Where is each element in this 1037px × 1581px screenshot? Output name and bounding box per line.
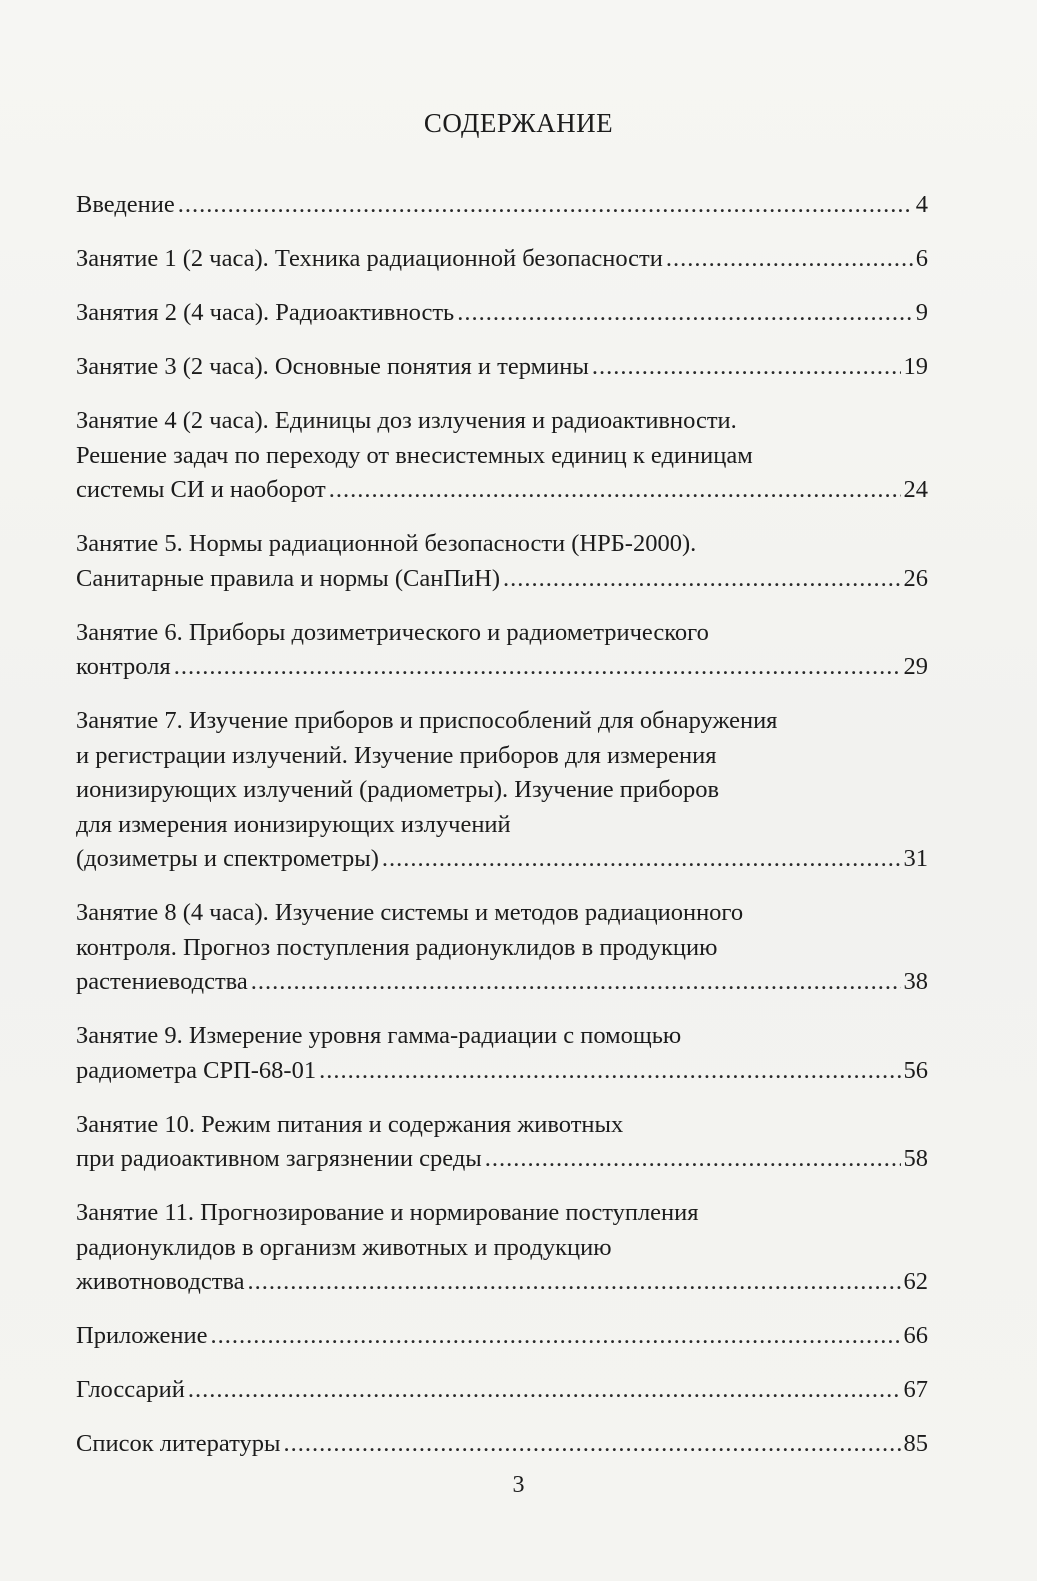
toc-entry-line: ионизирующих излучений (радиометры). Изучение приборов [76,776,720,803]
toc-entry-final-line [76,350,928,385]
toc-entry-title: Список литературы [76,1430,281,1457]
toc-entry [76,188,928,223]
toc-entry-final-line [76,1142,928,1177]
dot-leader [178,188,913,223]
toc-entry-page-number: 4 [915,191,928,218]
toc-entry-title: контроля [76,653,171,680]
toc-entry-title: животноводства [76,1268,245,1295]
dot-leader [503,562,901,597]
toc-entry-line: Занятие 9. Измерение уровня гамма-радиации с помощью [76,1022,682,1049]
toc-entry-final-line [76,562,928,597]
toc-entry-page-number: 6 [915,245,928,272]
toc-entry [76,1373,928,1408]
page-number: 3 [512,1472,525,1498]
toc-entry-final-line [76,842,928,877]
toc-entry-title: (дозиметры и спектрометры) [76,845,379,872]
dot-leader [457,296,913,331]
toc-entry [76,1319,928,1354]
toc-entry-title: системы СИ и наоборот [76,476,326,503]
toc-entry-final-line [76,1427,928,1462]
toc-entry-page-number: 19 [903,353,928,380]
toc-entry-title: Приложение [76,1322,208,1349]
toc-entry-page-number: 58 [903,1145,928,1172]
toc-entry-final-line [76,1054,928,1089]
toc-entry-page-number: 24 [903,476,928,503]
toc-entry-page-number: 62 [903,1268,928,1295]
toc-entry [76,1196,928,1300]
toc-entry-page-number: 56 [903,1056,928,1084]
toc-entry-final-line [76,1265,928,1300]
toc-entry-title: Занятие 3 (2 часа). Основные понятия и термины [76,353,589,380]
toc-entry [76,896,928,1000]
toc-entry-line: для измерения ионизирующих излучений [76,810,511,838]
toc-entry-page-number: 26 [903,564,928,592]
toc-entry [76,1427,928,1462]
toc-entry-line: и регистрации излучений. Изучение приборов для измерения [76,741,717,769]
toc-entry-line: Занятие 5. Нормы радиационной безопасности (НРБ-2000). [76,530,697,557]
toc-entry [76,704,928,877]
toc-entry-final-line [76,1373,928,1408]
dot-leader [329,473,901,508]
toc-entry-title: растениеводства [76,968,248,995]
toc-entry-page-number: 9 [915,299,928,326]
toc-entry-title: радиометра СРП-68-01 [76,1056,317,1084]
toc-entry [76,527,928,596]
toc-entry-line: Занятие 10. Режим питания и содержания животных [76,1110,624,1138]
toc-entry-line: Занятие 8 (4 часа). Изучение системы и методов радиационного [76,899,744,926]
toc-entry [76,1019,928,1088]
toc-entry-page-number: 29 [903,653,928,680]
toc-entry-final-line [76,1319,928,1354]
toc-entry [76,616,928,685]
toc-entry [76,1108,928,1177]
dot-leader [283,1427,900,1462]
dot-leader [666,242,913,277]
toc-entry-line: радионуклидов в организм животных и продукцию [76,1233,612,1261]
toc-entry-line: Решение задач по переходу от внесистемных единиц к единицам [76,441,753,469]
toc-entry [76,350,928,385]
toc-entry-final-line [76,650,928,685]
toc-entry-title: Глоссарий [76,1376,185,1403]
toc-entry-page-number: 67 [903,1376,928,1403]
dot-leader [174,650,901,685]
toc-entry-page-number: 38 [903,968,928,995]
dot-leader [251,965,901,1000]
toc-entry-final-line [76,242,928,277]
toc-entry-page-number: 31 [903,845,928,872]
toc-entry-final-line [76,296,928,331]
toc-entry-page-number: 66 [903,1322,928,1349]
toc-entry-title: Занятия 2 (4 часа). Радиоактивность [76,299,455,326]
toc-entry-title: при радиоактивном загрязнении среды [76,1145,482,1172]
toc-entry-line: Занятие 4 (2 часа). Единицы доз излучения и радиоактивности. [76,407,737,434]
dot-leader [248,1265,901,1300]
toc-entry-page-number: 85 [903,1430,928,1457]
dot-leader [485,1142,901,1177]
toc-entry-title: Введение [76,191,175,218]
toc-entry-final-line [76,965,928,1000]
dot-leader [188,1373,901,1408]
toc-entry [76,296,928,331]
toc-entry-final-line [76,473,928,508]
toc-entry-title: Занятие 1 (2 часа). Техника радиационной безопасности [76,245,663,272]
dot-leader [592,350,901,385]
page-title: СОДЕРЖАНИЕ [423,108,614,138]
toc-entry-line: контроля. Прогноз поступления радионуклидов в продукцию [76,933,718,961]
toc-entry-line: Занятие 6. Приборы дозиметрического и радиометрического [76,618,709,646]
toc-entry-line: Занятие 11. Прогнозирование и нормирование поступления [76,1199,699,1226]
dot-leader [382,842,901,877]
toc-entry-final-line [76,188,928,223]
toc-entry-title: Санитарные правила и нормы (СанПиН) [76,564,500,592]
table-of-contents [76,188,928,1481]
dot-leader [319,1054,900,1089]
toc-entry [76,242,928,277]
dot-leader [211,1319,901,1354]
toc-entry [76,404,928,508]
toc-entry-line: Занятие 7. Изучение приборов и приспособлений для обнаружения [76,707,778,734]
